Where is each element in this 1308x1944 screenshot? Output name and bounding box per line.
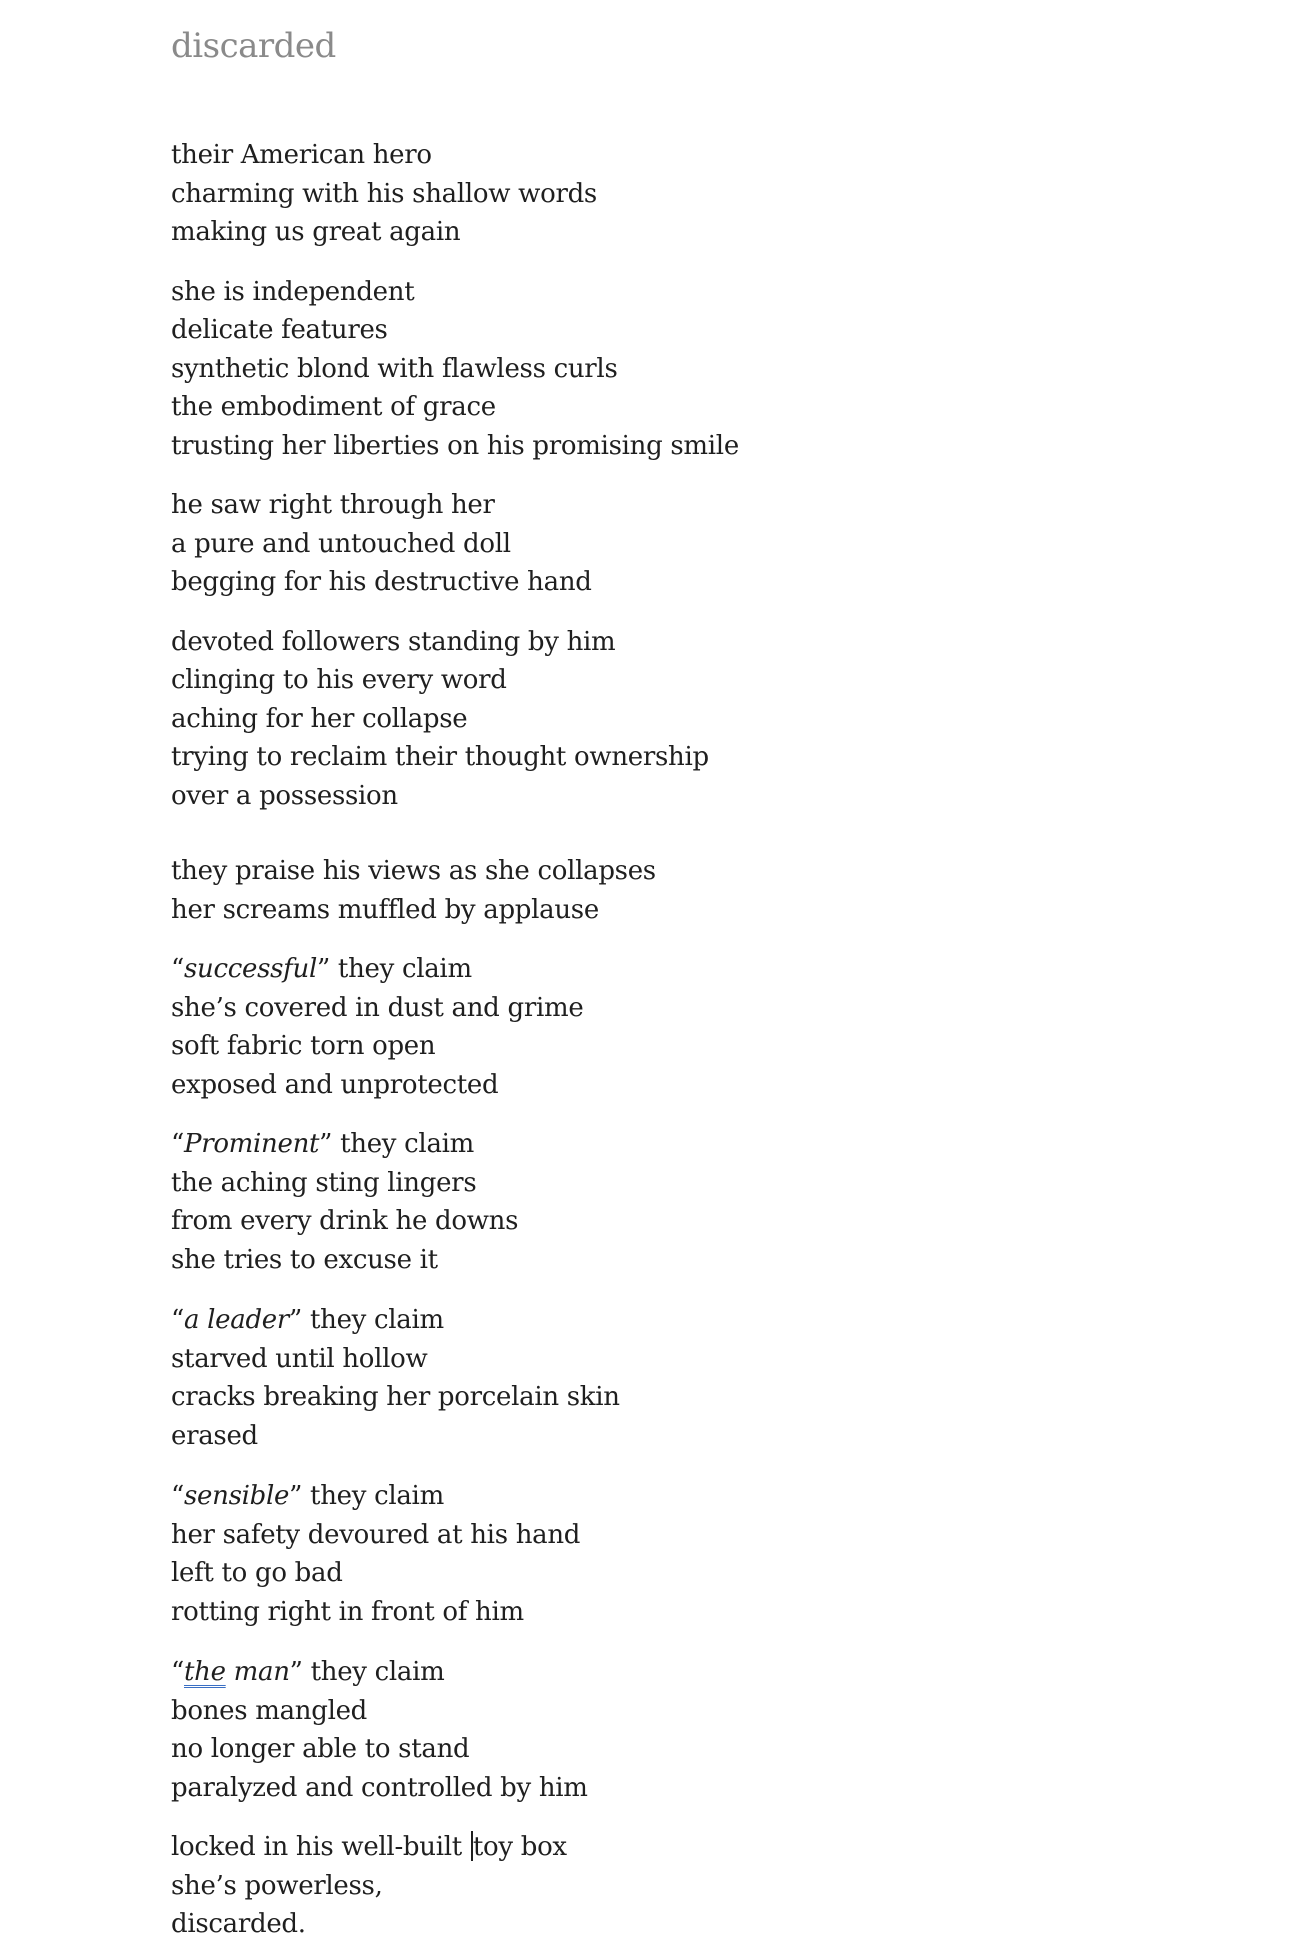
- text-before-caret: locked in his well-built: [171, 1832, 470, 1862]
- stanza-5: [171, 852, 1171, 929]
- poem-line: the embodiment of grace: [171, 392, 496, 422]
- claim-rest: ” they claim: [316, 954, 472, 984]
- text-after-caret: toy box: [472, 1832, 567, 1862]
- stanza-11: [171, 1828, 1171, 1944]
- poem-line: aching for her collapse: [171, 703, 468, 734]
- poem-line: synthetic blond with flawless curls: [171, 353, 618, 384]
- poem-line: discarded.: [171, 1909, 306, 1939]
- claim-rest: ” they claim: [289, 1481, 444, 1511]
- stanza-2: [171, 273, 1171, 466]
- claim-word: sensible: [184, 1481, 290, 1511]
- claim-line: [171, 950, 1171, 989]
- poem-line: left to go bad: [171, 1558, 343, 1588]
- poem-line: they praise his views as she collapses: [171, 856, 656, 886]
- poem-line: delicate features: [171, 315, 388, 345]
- poem-line: erased: [171, 1420, 258, 1451]
- claim-line: [171, 1653, 1171, 1692]
- stanza-7: [171, 1125, 1171, 1279]
- claim-line: [171, 1125, 1171, 1164]
- claim-line: [171, 1301, 1171, 1340]
- claim-rest: ” they claim: [319, 1129, 475, 1159]
- stanza-4: [171, 623, 1171, 816]
- poem-line: she is independent: [171, 276, 415, 307]
- poem-line: paralyzed and controlled by him: [171, 1772, 588, 1803]
- poem-line: from every drink he downs: [171, 1206, 519, 1236]
- poem-line: making us great again: [171, 217, 461, 247]
- poem-line: starved until hollow: [171, 1343, 428, 1374]
- poem-line: [171, 1828, 1171, 1867]
- claim-rest: ” they claim: [289, 1305, 444, 1335]
- stanza-8: [171, 1301, 1171, 1455]
- poem-line: soft fabric torn open: [171, 1031, 436, 1061]
- claim-word: successful: [184, 954, 317, 984]
- poem-body[interactable]: [171, 136, 1171, 1944]
- poem-line: he saw right through her: [171, 490, 495, 520]
- poem-line: their American hero: [171, 140, 432, 170]
- stanza-10: [171, 1653, 1171, 1807]
- poem-line: over a possession: [171, 780, 398, 811]
- claim-word: man: [225, 1657, 290, 1687]
- claim-word: Prominent: [184, 1129, 320, 1159]
- stanza-9: [171, 1477, 1171, 1631]
- poem-line: devoted followers standing by him: [171, 626, 616, 657]
- poem-line: her safety devoured at his hand: [171, 1519, 581, 1550]
- claim-rest: ” they claim: [289, 1657, 445, 1687]
- claim-word: a leader: [184, 1305, 290, 1335]
- poem-line: no longer able to stand: [171, 1734, 470, 1764]
- poem-line: she’s powerless,: [171, 1870, 383, 1901]
- open-quote: “: [171, 1305, 184, 1335]
- poem-line: the aching sting lingers: [171, 1167, 477, 1198]
- poem-line: exposed and unprotected: [171, 1069, 499, 1100]
- stanza-3: [171, 486, 1171, 602]
- poem-line: cracks breaking her porcelain skin: [171, 1382, 620, 1412]
- open-quote: “: [171, 1481, 184, 1511]
- poem-line: trying to reclaim their thought ownership: [171, 742, 709, 772]
- spellcheck-flagged-word[interactable]: the: [184, 1657, 226, 1687]
- open-quote: “: [171, 1657, 184, 1687]
- open-quote: “: [171, 954, 184, 984]
- poem-line: bones mangled: [171, 1695, 368, 1726]
- poem-line: she’s covered in dust and grime: [171, 992, 584, 1023]
- poem-line: rotting right in front of him: [171, 1596, 524, 1627]
- stanza-1: [171, 136, 1171, 252]
- poem-line: trusting her liberties on his promising smile: [171, 430, 739, 461]
- open-quote: “: [171, 1129, 184, 1159]
- poem-line: charming with his shallow words: [171, 178, 597, 209]
- claim-line: [171, 1477, 1171, 1516]
- poem-line: she tries to excuse it: [171, 1244, 438, 1275]
- document-title: discarded: [171, 26, 336, 66]
- poem-line: clinging to his every word: [171, 665, 507, 695]
- poem-line: a pure and untouched doll: [171, 528, 511, 559]
- poem-line: begging for his destructive hand: [171, 567, 592, 597]
- stanza-6: [171, 950, 1171, 1104]
- poem-line: her screams muffled by applause: [171, 894, 599, 925]
